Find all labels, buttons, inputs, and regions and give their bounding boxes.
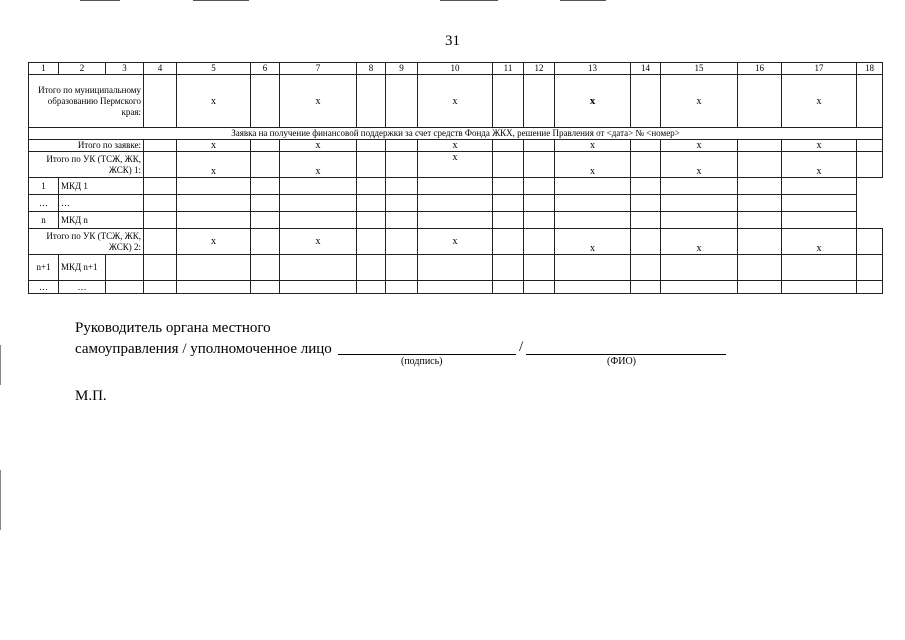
col-number: 17 — [782, 63, 857, 75]
mark: x — [661, 152, 738, 178]
uk2-total-label: Итого по УК (ТСЖ, ЖК, ЖСК) 2: — [29, 229, 144, 255]
col-number: 11 — [493, 63, 524, 75]
row-number: … — [29, 195, 59, 212]
table-row — [29, 212, 883, 229]
uk1-total-row — [29, 152, 883, 178]
top-mark — [193, 0, 249, 1]
top-mark — [80, 0, 120, 1]
mark: x — [177, 75, 251, 128]
col-number: 16 — [738, 63, 782, 75]
mark: x — [782, 75, 857, 128]
mark: x — [418, 140, 493, 152]
mark: x — [280, 229, 357, 255]
signature-slash: / — [519, 339, 524, 355]
mark: x — [782, 229, 857, 255]
top-mark — [440, 0, 498, 1]
request-header: Заявка на получение финансовой поддержки за счет средств Фонда ЖКХ, решение Правления от <дата> № <номер> — [29, 128, 883, 140]
mark: x — [280, 140, 357, 152]
scan-edge — [0, 470, 1, 530]
row-number: n — [29, 212, 59, 229]
col-number: 4 — [144, 63, 177, 75]
page-number: 31 — [445, 33, 460, 49]
financial-support-table — [28, 62, 883, 294]
uk2-total-row — [29, 229, 883, 255]
row-number: n+1 — [29, 255, 59, 281]
mark: x — [661, 229, 738, 255]
col-number: 2 — [59, 63, 106, 75]
row-name: … — [59, 281, 106, 294]
mark: x — [177, 140, 251, 152]
mark: x — [418, 229, 493, 255]
mark: x — [418, 152, 493, 178]
table-row — [29, 255, 883, 281]
mark: x — [782, 140, 857, 152]
mark: x — [555, 75, 631, 128]
table-row — [29, 195, 883, 212]
row-number: … — [29, 281, 59, 294]
row-name: … — [59, 195, 144, 212]
mark: x — [661, 75, 738, 128]
col-number: 18 — [857, 63, 883, 75]
uk1-total-label: Итого по УК (ТСЖ, ЖК, ЖСК) 1: — [29, 152, 144, 178]
mark: x — [661, 140, 738, 152]
col-number: 13 — [555, 63, 631, 75]
mark: x — [418, 75, 493, 128]
table-row — [29, 178, 883, 195]
top-mark — [560, 0, 606, 1]
mark: x — [177, 152, 251, 178]
municipality-total-label: Итого по муниципальному образованию Пермского края: — [29, 75, 144, 128]
row-name: МКД n — [59, 212, 144, 229]
mark: x — [280, 152, 357, 178]
request-total-label: Итого по заявке: — [29, 140, 144, 152]
col-number: 7 — [280, 63, 357, 75]
col-number: 10 — [418, 63, 493, 75]
signature-caption: (подпись) — [401, 356, 443, 367]
mark: x — [555, 152, 631, 178]
municipality-total-row — [29, 75, 883, 128]
col-number: 1 — [29, 63, 59, 75]
col-number: 8 — [357, 63, 386, 75]
col-number: 6 — [251, 63, 280, 75]
col-number: 12 — [524, 63, 555, 75]
column-number-row — [29, 63, 883, 75]
mark: x — [555, 140, 631, 152]
mark: x — [177, 229, 251, 255]
col-number: 15 — [661, 63, 738, 75]
table-row — [29, 281, 883, 294]
row-name: МКД n+1 — [59, 255, 106, 281]
signature-title-line2: самоуправления / уполномоченное лицо — [75, 341, 332, 357]
signature-blank — [338, 354, 516, 355]
signature-title-line1: Руководитель органа местного — [75, 320, 271, 336]
name-caption: (ФИО) — [607, 356, 637, 367]
mark: x — [555, 229, 631, 255]
request-header-row — [29, 128, 883, 140]
col-number: 9 — [386, 63, 418, 75]
row-name: МКД 1 — [59, 178, 144, 195]
mark: x — [280, 75, 357, 128]
col-number: 5 — [177, 63, 251, 75]
row-number: 1 — [29, 178, 59, 195]
scan-edge — [0, 345, 1, 385]
col-number: 14 — [631, 63, 661, 75]
mark: x — [782, 152, 857, 178]
request-total-row — [29, 140, 883, 152]
stamp-place: М.П. — [75, 388, 107, 404]
col-number: 3 — [106, 63, 144, 75]
name-blank — [526, 354, 726, 355]
